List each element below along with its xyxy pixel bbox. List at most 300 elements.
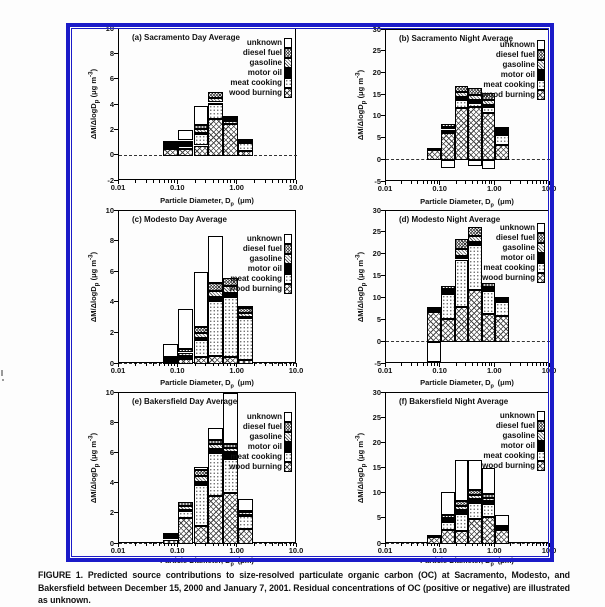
x-minor-tick: [164, 180, 165, 183]
x-minor-tick: [174, 363, 175, 366]
x-minor-tick: [230, 180, 231, 183]
bar-segment-diesel_fuel: [495, 297, 509, 299]
legend-label: wood burning: [482, 461, 535, 470]
bar-segment-wood_burning: [455, 108, 469, 160]
x-axis-label-text: Particle Diameter, D: [420, 197, 491, 206]
y-tick-label: 4: [109, 478, 114, 488]
bar-segment-gasoline: [178, 506, 193, 510]
y-tick-label: 0: [109, 150, 114, 160]
x-minor-tick: [532, 363, 533, 366]
x-minor-tick: [168, 180, 169, 183]
x-minor-tick: [205, 363, 206, 366]
x-minor-tick: [520, 181, 521, 184]
legend-item-unknown: [385, 223, 545, 233]
y-tick-label: 15: [372, 463, 381, 472]
bar-segment-wood_burning: [482, 314, 496, 342]
y-tick: [114, 240, 118, 241]
x-minor-tick: [546, 363, 547, 366]
x-minor-tick: [286, 180, 287, 183]
bar-segment-unknown-negative: [441, 160, 455, 167]
x-axis-label: [385, 556, 549, 568]
x-axis-label-units: (μm): [233, 196, 254, 205]
x-minor-tick: [159, 543, 160, 546]
bar-segment-diesel_fuel: [178, 141, 193, 144]
y-tick-label: 0: [376, 336, 381, 346]
x-minor-tick: [456, 543, 457, 546]
legend-item-meat-cooking: [385, 451, 545, 461]
motor-swatch-icon: [537, 70, 545, 80]
motor-swatch-icon: [284, 442, 292, 452]
x-minor-tick: [527, 363, 528, 366]
legend-label: meat cooking: [230, 452, 282, 461]
figure-caption: FIGURE 1. Predicted source contributions to size-resolved particulate organic carbon (OC) at Sacramento, Modesto, and Bakersfield between December 15, 2000 and January 7, 2001. Residual concentrations of OC (positive or negative) are illustrated as unknown.: [38, 570, 570, 605]
x-minor-tick: [290, 543, 291, 546]
bar-segment-gasoline: [208, 98, 222, 102]
x-minor-tick: [482, 181, 483, 184]
bar-segment-meat_cooking: [482, 291, 496, 314]
x-minor-tick: [168, 363, 169, 366]
y-tick-label: 6: [109, 74, 114, 84]
legend-item-meat-cooking: [118, 274, 292, 284]
bar-segment-meat_cooking: [441, 522, 455, 530]
bar-segment-gasoline: [163, 144, 178, 146]
bar-segment-diesel_fuel: [194, 125, 209, 129]
y-tick: [114, 210, 118, 211]
y-axis-label: [355, 251, 368, 321]
x-minor-tick: [168, 543, 169, 546]
bar-segment-wood_burning: [482, 113, 496, 160]
x-minor-tick: [159, 180, 160, 183]
legend-label: motor oil: [247, 68, 282, 77]
x-axis-label-units: (μm): [233, 556, 254, 565]
y-axis-label-units: (μg m: [356, 259, 365, 282]
y-tick-label: 0: [109, 538, 114, 548]
bar-segment-motor_oil: [441, 130, 455, 132]
bar-segment-wood_burning: [223, 124, 238, 156]
bar-segment-motor_oil: [194, 338, 209, 340]
diesel-swatch-icon: [284, 422, 292, 432]
subplot-d: [333, 202, 573, 405]
y-tick: [114, 392, 118, 393]
x-minor-tick: [265, 180, 266, 183]
x-tick-label: 0.01: [377, 184, 393, 193]
x-minor-tick: [282, 363, 283, 366]
gas-swatch-icon: [537, 431, 545, 441]
x-minor-tick: [195, 363, 196, 366]
x-axis-label-text: Particle Diameter, D: [160, 196, 231, 205]
bar-segment-diesel_fuel: [178, 349, 193, 353]
bar-segment-motor_oil: [482, 289, 496, 291]
legend-item-unknown: [385, 40, 545, 50]
diesel-swatch-icon: [284, 244, 292, 254]
x-minor-tick: [477, 181, 478, 184]
bar-segment-meat_cooking: [194, 485, 209, 526]
legend-item-gasoline: [118, 254, 292, 264]
bar-segment-meat_cooking: [441, 132, 455, 134]
x-tick-label: 10.0: [541, 184, 557, 193]
bar-segment-motor_oil: [178, 356, 193, 358]
x-minor-tick: [218, 543, 219, 546]
y-axis-label-sup: -3: [87, 434, 95, 441]
bar-segment-motor_oil: [163, 146, 178, 148]
scan-artifact: [2, 379, 4, 381]
y-axis-label-units: (μg m: [89, 76, 98, 100]
x-minor-tick: [431, 181, 432, 184]
bar-segment-unknown: [238, 499, 253, 511]
x-axis-label-text: Particle Diameter, D: [420, 556, 491, 565]
legend-label: wood burning: [482, 273, 535, 282]
legend-label: meat cooking: [483, 451, 535, 460]
y-tick-label: -2: [107, 175, 114, 185]
y-axis-label-units: (μg m: [89, 440, 98, 463]
x-minor-tick: [282, 180, 283, 183]
gas-swatch-icon: [537, 243, 545, 253]
y-tick: [114, 482, 118, 483]
x-minor-tick: [417, 363, 418, 366]
legend-label: unknown: [246, 38, 282, 47]
x-minor-tick: [164, 543, 165, 546]
legend-label: unknown: [246, 234, 282, 243]
x-minor-tick: [135, 363, 136, 366]
meat-swatch-icon: [284, 78, 292, 88]
bar-segment-unknown: [482, 468, 496, 494]
y-tick: [114, 78, 118, 79]
x-minor-tick: [205, 180, 206, 183]
unknown-swatch-icon: [284, 234, 292, 244]
x-tick-label: 1.00: [486, 366, 502, 375]
x-minor-tick: [265, 543, 266, 546]
y-axis-label-close: ): [89, 68, 98, 72]
bar-segment-gasoline: [441, 518, 455, 520]
y-axis-label-units: (μg m: [356, 440, 365, 463]
bar-segment-wood_burning: [208, 496, 222, 544]
y-tick-label: 2: [109, 327, 114, 337]
x-minor-tick: [213, 543, 214, 546]
legend-item-unknown: [385, 411, 545, 421]
bar-segment-wood_burning: [495, 316, 509, 342]
wood-swatch-icon: [284, 284, 292, 294]
gas-swatch-icon: [284, 58, 292, 68]
diesel-swatch-icon: [284, 48, 292, 58]
bar-segment-gasoline: [178, 143, 193, 145]
legend-item-wood-burning: [385, 273, 545, 283]
x-minor-tick: [174, 180, 175, 183]
x-minor-tick: [286, 363, 287, 366]
legend-item-meat-cooking: [118, 78, 292, 88]
x-minor-tick: [540, 543, 541, 546]
y-axis-label-text: ΔM/ΔlogD: [89, 103, 98, 140]
bar-segment-unknown: [194, 106, 209, 125]
y-axis-label: [88, 251, 101, 321]
x-minor-tick: [434, 181, 435, 184]
y-tick-label: -5: [374, 358, 381, 368]
y-tick: [381, 297, 385, 298]
legend-c: [118, 234, 292, 294]
legend-item-gasoline: [385, 431, 545, 441]
x-minor-tick: [543, 543, 544, 546]
wood-swatch-icon: [284, 88, 292, 98]
bar-segment-gasoline: [223, 118, 238, 120]
legend-label: gasoline: [249, 254, 282, 263]
y-tick: [114, 452, 118, 453]
y-tick-label: 4: [109, 297, 114, 307]
x-minor-tick: [135, 180, 136, 183]
x-minor-tick: [293, 363, 294, 366]
y-tick-label: 2: [109, 508, 114, 518]
y-tick-label: 0: [376, 154, 381, 164]
x-minor-tick: [272, 543, 273, 546]
x-axis-label-sub: p: [230, 201, 234, 208]
bar-segment-diesel_fuel: [441, 124, 455, 127]
unknown-swatch-icon: [537, 40, 545, 50]
x-minor-tick: [159, 363, 160, 366]
legend-item-meat-cooking: [385, 80, 545, 90]
y-tick-label: 10: [105, 387, 114, 397]
x-minor-tick: [213, 180, 214, 183]
subplot-title-c: (c) Modesto Day Average: [132, 215, 227, 224]
y-tick-label: 15: [372, 89, 381, 99]
y-axis-label-sub: p: [93, 281, 101, 286]
y-axis-label-units: (μg m: [89, 259, 98, 282]
x-minor-tick: [472, 363, 473, 366]
x-minor-tick: [546, 543, 547, 546]
bar-segment-diesel_fuel: [194, 327, 209, 332]
bar-segment-motor_oil: [468, 499, 481, 503]
x-minor-tick: [227, 543, 228, 546]
x-tick-label: 0.01: [377, 546, 393, 555]
x-tick-label: 10.0: [541, 366, 557, 375]
legend-label: motor oil: [500, 253, 535, 262]
gas-swatch-icon: [284, 432, 292, 442]
y-axis-label-text: ΔM/ΔlogD: [356, 285, 365, 322]
x-minor-tick: [153, 363, 154, 366]
subplot-title-e: (e) Bakersfield Day Average: [132, 397, 238, 406]
x-minor-tick: [431, 543, 432, 546]
x-axis-label-text: Particle Diameter, D: [420, 378, 491, 387]
bar-segment-unknown: [495, 127, 509, 129]
bar-segment-motor_oil: [468, 100, 481, 103]
meat-swatch-icon: [284, 452, 292, 462]
y-axis-label-sub: p: [93, 462, 101, 467]
x-minor-tick: [411, 543, 412, 546]
y-tick-label: 4: [109, 99, 114, 109]
wood-swatch-icon: [284, 462, 292, 472]
x-tick-label: 0.10: [169, 366, 185, 375]
y-axis-label-close: ): [89, 432, 98, 435]
bar-segment-wood_burning: [223, 493, 238, 544]
legend-label: motor oil: [500, 441, 535, 450]
x-minor-tick: [195, 180, 196, 183]
x-minor-tick: [230, 363, 231, 366]
y-tick-label: 2: [109, 124, 114, 134]
unknown-swatch-icon: [537, 411, 545, 421]
legend-item-motor-oil: [385, 253, 545, 263]
x-minor-tick: [234, 363, 235, 366]
bar-segment-meat_cooking: [238, 318, 253, 360]
x-minor-tick: [234, 180, 235, 183]
bar-segment-diesel_fuel: [482, 283, 496, 287]
bar-segment-motor_oil: [238, 317, 253, 319]
y-axis-label-sub: p: [360, 281, 368, 286]
y-axis-label-sup: -3: [87, 253, 95, 260]
x-minor-tick: [485, 363, 486, 366]
legend-label: motor oil: [247, 442, 282, 451]
x-tick-label: 1.00: [486, 546, 502, 555]
bar-segment-diesel_fuel: [163, 357, 178, 359]
bar-segment-wood_burning: [238, 529, 253, 544]
subplot-e: [66, 384, 320, 585]
bar-segment-diesel_fuel: [427, 307, 441, 309]
legend-item-diesel-fuel: [118, 48, 292, 58]
bar-segment-motor_oil: [238, 515, 253, 517]
legend-item-wood-burning: [118, 284, 292, 294]
bar-segment-gasoline: [194, 476, 209, 482]
x-minor-tick: [489, 181, 490, 184]
y-tick-label: 20: [372, 67, 381, 77]
x-minor-tick: [153, 180, 154, 183]
gas-swatch-icon: [284, 254, 292, 264]
x-axis-label-units: (μm): [233, 378, 254, 387]
y-tick: [114, 154, 118, 155]
bar-segment-wood_burning: [455, 531, 469, 544]
bar-segment-wood_burning: [178, 359, 193, 364]
bar-segment-wood_burning: [163, 149, 178, 155]
x-minor-tick: [437, 181, 438, 184]
x-minor-tick: [431, 363, 432, 366]
x-tick-label: 1.00: [486, 184, 502, 193]
bar-segment-gasoline: [482, 100, 496, 105]
x-minor-tick: [423, 363, 424, 366]
x-minor-tick: [171, 543, 172, 546]
y-tick: [381, 94, 385, 95]
y-tick-label: 25: [372, 227, 381, 237]
y-axis-label: [355, 432, 368, 502]
motor-swatch-icon: [537, 253, 545, 263]
x-minor-tick: [254, 543, 255, 546]
bar-segment-meat_cooking: [495, 302, 509, 316]
x-minor-tick: [282, 543, 283, 546]
x-minor-tick: [532, 543, 533, 546]
y-axis-label-sup: -3: [354, 434, 362, 441]
x-axis-label-sub: p: [490, 202, 494, 209]
x-minor-tick: [465, 181, 466, 184]
x-minor-tick: [456, 363, 457, 366]
bar-segment-motor_oil: [441, 520, 455, 523]
x-minor-tick: [536, 181, 537, 184]
subplot-b: [333, 21, 573, 223]
legend-label: unknown: [499, 223, 535, 232]
x-minor-tick: [146, 180, 147, 183]
x-minor-tick: [417, 543, 418, 546]
y-tick-label: 8: [109, 417, 114, 427]
gas-swatch-icon: [537, 60, 545, 70]
x-minor-tick: [489, 543, 490, 546]
bar-segment-wood_burning: [194, 146, 209, 156]
y-tick-label: 10: [372, 292, 381, 302]
x-minor-tick: [520, 543, 521, 546]
bar-segment-wood_burning: [441, 530, 455, 544]
subplot-f: [333, 384, 573, 585]
subplot-title-a: (a) Sacramento Day Average: [132, 33, 240, 42]
y-tick: [381, 467, 385, 468]
bar-segment-diesel_fuel: [427, 148, 441, 150]
bar-segment-unknown: [163, 344, 178, 357]
x-minor-tick: [456, 181, 457, 184]
x-minor-tick: [437, 543, 438, 546]
bar-segment-unknown: [178, 309, 193, 349]
x-minor-tick: [427, 181, 428, 184]
y-tick-label: 10: [372, 488, 381, 498]
bar-segment-motor_oil: [194, 133, 209, 135]
x-minor-tick: [234, 543, 235, 546]
x-minor-tick: [146, 543, 147, 546]
x-tick-label: 0.10: [432, 366, 447, 375]
x-minor-tick: [195, 543, 196, 546]
x-minor-tick: [482, 363, 483, 366]
bar-segment-wood_burning: [441, 319, 455, 342]
y-tick: [114, 104, 118, 105]
bar-segment-motor_oil: [178, 145, 193, 147]
diesel-swatch-icon: [537, 421, 545, 431]
legend-e: [118, 412, 292, 472]
y-tick-label: 25: [372, 46, 381, 56]
legend-label: gasoline: [249, 432, 282, 441]
y-axis-label-sup: -3: [354, 253, 362, 260]
subplot-title-f: (f) Bakersfield Night Average: [399, 397, 509, 406]
y-axis-label-close: ): [89, 251, 98, 254]
meat-swatch-icon: [537, 80, 545, 90]
legend-label: meat cooking: [230, 78, 282, 87]
y-tick: [114, 512, 118, 513]
motor-swatch-icon: [284, 68, 292, 78]
bar-segment-diesel_fuel: [238, 511, 253, 513]
legend-label: diesel fuel: [495, 50, 535, 59]
y-axis-label-text: ΔM/ΔlogD: [356, 466, 365, 503]
bar-segment-gasoline: [194, 129, 209, 133]
bar-segment-wood_burning: [468, 107, 481, 160]
x-minor-tick: [254, 363, 255, 366]
y-tick: [114, 332, 118, 333]
x-tick-label: 10.0: [288, 366, 304, 375]
x-minor-tick: [272, 180, 273, 183]
bar-segment-meat_cooking: [223, 297, 238, 357]
bar-segment-meat_cooking: [468, 103, 481, 107]
x-minor-tick: [218, 180, 219, 183]
y-tick-label: -5: [374, 176, 381, 186]
y-tick: [381, 341, 385, 342]
x-tick-label: 0.01: [110, 366, 126, 375]
x-minor-tick: [543, 363, 544, 366]
x-minor-tick: [265, 363, 266, 366]
bar-segment-motor_oil: [455, 510, 469, 514]
motor-swatch-icon: [284, 264, 292, 274]
x-minor-tick: [230, 543, 231, 546]
x-minor-tick: [290, 363, 291, 366]
bar-segment-unknown: [238, 306, 253, 308]
x-minor-tick: [223, 363, 224, 366]
x-minor-tick: [171, 180, 172, 183]
x-minor-tick: [171, 363, 172, 366]
y-tick-label: 30: [372, 24, 381, 34]
bar-segment-unknown-negative: [468, 160, 481, 166]
bar-segment-meat_cooking: [455, 100, 469, 108]
legend-label: wood burning: [482, 90, 535, 99]
legend-label: wood burning: [229, 284, 282, 293]
bar-segment-diesel_fuel: [482, 494, 496, 499]
bar-segment-wood_burning: [427, 312, 441, 342]
bar-segment-gasoline: [482, 287, 496, 290]
y-tick-label: 20: [372, 249, 381, 259]
